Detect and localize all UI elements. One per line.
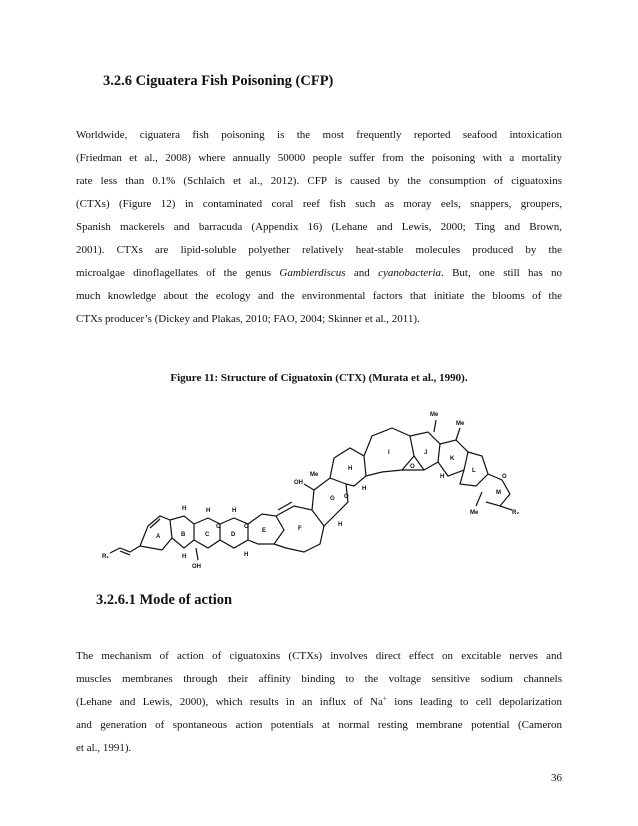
molecule-skeleton [110, 420, 512, 560]
subsection-heading: 3.2.6.1 Mode of action [96, 592, 233, 608]
me-bond [434, 420, 436, 432]
ring-label: B [181, 532, 186, 538]
o-label: O [502, 474, 507, 480]
ring-label: J [424, 450, 428, 456]
o-label: O [244, 524, 249, 530]
paragraph-line: Worldwide, ciguatera fish poisoning is the most frequently reported seafood intoxication [76, 129, 562, 141]
ring-label: I [388, 450, 390, 456]
paragraph-line: (CTXs) (Figure 12) in contaminated coral reef fish such as moray eels, snappers, groupers, [76, 198, 562, 210]
paragraph-line: much knowledge about the ecology and the environmental factors that initiate the blooms of the [76, 290, 562, 302]
section-heading: 3.2.6 Ciguatera Fish Poisoning (CFP) [103, 73, 334, 89]
me-label: Me [430, 412, 439, 418]
ring-labels [156, 450, 501, 540]
ring-label: L [472, 468, 476, 474]
line-text: and [345, 267, 379, 279]
ciguatoxin-structure-figure [98, 398, 538, 574]
paragraph-line: et al., 1991). [76, 742, 132, 754]
paragraph-line: muscles membranes through their affinity binding to the voltage sensitive sodium channels [76, 673, 562, 685]
h-label: H [206, 508, 211, 514]
line-text: . But, one still has no [441, 267, 562, 279]
me-label: Me [310, 472, 319, 478]
paragraph-line: rate less than 0.1% (Schlaich et al., 2012). CFP is caused by the consumption of ciguatoxins [76, 175, 562, 187]
ring-label: M [496, 490, 501, 496]
oh-bond [304, 484, 314, 490]
paragraph-line: CTXs producer’s (Dickey and Plakas, 2010; FAO, 2004; Skinner et al., 2011). [76, 313, 420, 325]
me-label: Me [470, 510, 479, 516]
r1-label: R₁ [102, 554, 109, 560]
r2-label: R₂ [512, 510, 519, 516]
oh-label: OH [192, 564, 201, 570]
paragraph-line: (Friedman et al., 2008) where annually 50000 people suffer from the poisoning with a mortality [76, 152, 562, 164]
h-label: H [232, 508, 237, 514]
superscript-plus: + [382, 694, 387, 703]
figure-caption: Figure 11: Structure of Ciguatoxin (CTX) (Murata et al., 1990). [170, 372, 468, 384]
paragraph-line: Spanish mackerels and barracuda (Appendix 16) (Lehane and Lewis, 2000; Ting and Brown, [76, 221, 562, 233]
paragraph-mode-of-action [76, 645, 562, 760]
paragraph-line: 2001). CTXs are lipid-soluble polyether relatively heat-stable molecules produced by the [76, 244, 562, 256]
paragraph-cfp [76, 124, 562, 331]
line-text: (Lehane and Lewis, 2000), which results in an influx of Na [76, 696, 383, 708]
h-label: H [182, 554, 187, 560]
line-text: microalgae dinoflagellates of the genus [76, 267, 280, 279]
genus-name: Gambierdiscus [279, 267, 346, 279]
me-label: Me [456, 421, 465, 427]
organism-name: cyanobacteria [378, 267, 442, 279]
ring-label: D [231, 532, 236, 538]
ring-a [140, 516, 172, 550]
paragraph-line-genus [76, 262, 562, 285]
o-label: O [216, 524, 221, 530]
h-label: H [440, 474, 445, 480]
o-label: O [344, 494, 349, 500]
h-label: H [244, 552, 249, 558]
side-chain [110, 546, 140, 553]
h-label: H [338, 522, 343, 528]
r2-bond [500, 506, 512, 510]
h-label: H [182, 506, 187, 512]
ring-label: H [348, 466, 353, 472]
ring-label: A [156, 534, 161, 540]
paragraph-line-sodium [76, 691, 562, 714]
paragraph-line: and generation of spontaneous action potentials at normal resting membrane potential (Cameron [76, 719, 562, 731]
oh-label: OH [294, 480, 303, 486]
page-number: 36 [551, 772, 562, 784]
me-bond [456, 428, 460, 440]
h-label: H [362, 486, 367, 492]
me-bond [476, 492, 482, 506]
ring-label: G [330, 496, 335, 502]
ring-label: F [298, 526, 302, 532]
ring-label: K [450, 456, 455, 462]
oh-bond [196, 548, 198, 560]
ring-g [312, 478, 348, 526]
o-label: O [410, 464, 415, 470]
ring-label: E [262, 528, 267, 534]
line-text: ions leading to cell depolarization [386, 696, 562, 708]
ring-label: C [205, 532, 210, 538]
paragraph-line: The mechanism of action of ciguatoxins (CTXs) involves direct effect on excitable nerves and [76, 650, 562, 662]
